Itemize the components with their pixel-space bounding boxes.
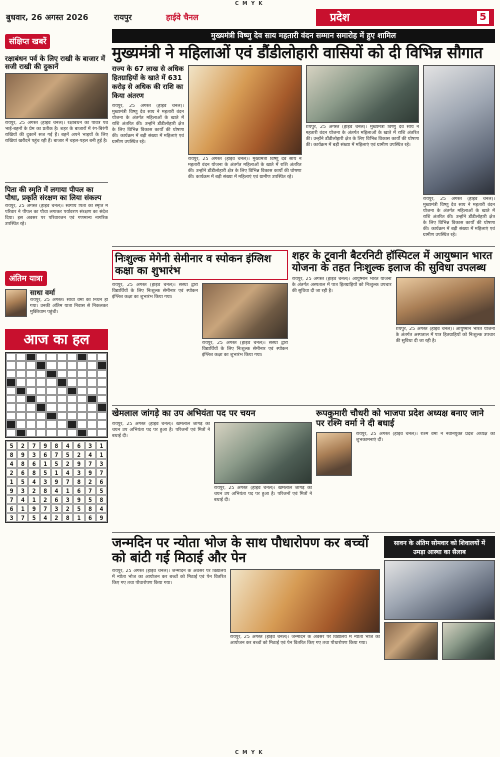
crossword-cell [26,378,36,386]
crossword-cell [97,395,107,403]
obituary-text: रायपुर, 25 अगस्त। साधा वर्मा का निधन हो गया। उनकी अंतिम यात्रा निवास से निकलकर मुक्तिधाम पहुंची। [30,298,108,315]
crossword-cell [67,378,77,386]
brief-2-title: पिता की स्मृति में लगाया पीपल का पौधा, प्रकृति संरक्षण का लिया संकल्प [5,186,102,202]
sudoku-cell: 4 [96,504,107,513]
crossword-cell [67,420,77,428]
story-6-body-cont: रायपुर, 25 अगस्त (हाईवे चैनल)। जन्मदिन के अवसर पर विद्यालय में न्योता भोज का आयोजन कर बच्चों को मिठाई एवं पेन वितरित किए गए तथा पौधारोपण किया गया। [230,635,380,646]
crossword-cell [97,378,107,386]
sudoku-cell: 6 [51,495,62,504]
crossword-cell [87,420,97,428]
story-3 [292,250,495,402]
sudoku-cell: 2 [17,441,28,450]
crossword-cell [77,412,87,420]
lead-photo-1 [188,65,302,155]
crossword-cell [97,353,107,361]
sudoku-cell: 3 [40,477,51,486]
story-6-headline: जन्मदिन पर न्योता भोज के साथ पौधारोपण कर बच्चों को बांटी गई मिठाई और पेन [112,536,369,566]
crossword-cell [87,361,97,369]
crossword-cell [26,420,36,428]
crossword-cell [46,370,56,378]
sudoku-cell: 8 [28,468,39,477]
crossword-cell [57,387,67,395]
left-column [5,29,108,523]
sudoku-cell: 5 [6,441,17,450]
story-3-body-cont: रायपुर, 25 अगस्त (हाईवे चैनल)। आयुष्मान भारत योजना के अंतर्गत अस्पताल में पात्र हितग्राहियों को निःशुल्क उपचार की सुविधा दी जा रही है। [395,327,495,344]
crossword-cell [87,429,97,437]
crossword-cell [26,353,36,361]
lead-headline: मुख्यमंत्री ने महिलाओं एवं डौंडीलोहारी वासियों को दी विभिन्न सौगात [112,44,483,62]
story-2 [112,250,288,402]
crossword-cell [87,353,97,361]
crossword-cell [57,361,67,369]
crossword-cell [67,370,77,378]
crossword-cell [77,353,87,361]
crossword-cell [26,370,36,378]
crossword-cell [16,387,26,395]
crossword-cell [87,378,97,386]
crossword-cell [46,403,56,411]
cmyk-mark-top: C M Y K [235,1,264,7]
sudoku-cell: 4 [17,495,28,504]
story-7 [384,536,495,694]
story-6-photo [230,569,380,633]
sudoku-cell: 9 [51,477,62,486]
crossword-cell [46,420,56,428]
story-5-photo [316,432,352,476]
crossword-cell [46,387,56,395]
story-2-headline: निःशुल्क मेगेनी सेमीनार व स्पोकन इंग्लिश कक्षा का शुभारंभ [115,253,272,277]
story-4-body-cont: रायपुर, 25 अगस्त (हाईवे चैनल)। खेमलाल जांगड़े का चयन उप अभियंता पद पर हुआ है। परिजनों एवं मित्रों ने बधाई दी। [214,486,312,503]
brief-2-text: रायपुर, 25 अगस्त (हाईवे चैनल)। स्वर्गीय पिता की स्मृति में परिवार ने पीपल का पौधा लगाकर पर्यावरण संरक्षण का संदेश दिया। इस अवसर पर परिवारजन एवं गणमान्य नागरिक उपस्थित रहे। [5,204,108,227]
story-3-body: रायपुर, 25 अगस्त (हाईवे चैनल)। आयुष्मान भारत योजना के अंतर्गत अस्पताल में पात्र हितग्राहियों को निःशुल्क उपचार की सुविधा दी जा रही है। [292,277,392,294]
crossword-cell [36,429,46,437]
sudoku-cell: 7 [85,486,96,495]
crossword-cell [26,429,36,437]
crossword-cell [67,412,77,420]
sudoku-solution-grid [5,440,108,523]
crossword-cell [16,370,26,378]
sudoku-cell: 8 [40,486,51,495]
cmyk-mark-bottom: C M Y K [235,750,264,756]
sudoku-cell: 4 [62,468,73,477]
story-2-body-cont: रायपुर, 25 अगस्त (हाईवे चैनल)। संस्था द्वारा विद्यार्थियों के लिए निःशुल्क सेमीनार एवं स्पोकन इंग्लिश कक्षा का शुभारंभ किया गया। [202,341,288,358]
sudoku-cell: 1 [73,513,84,522]
sudoku-cell: 4 [62,441,73,450]
crossword-solution-grid [5,352,108,438]
crossword-cell [16,412,26,420]
crossword-cell [6,378,16,386]
crossword-cell [26,361,36,369]
sudoku-cell: 9 [28,504,39,513]
sudoku-cell: 6 [73,441,84,450]
sudoku-cell: 2 [28,486,39,495]
crossword-cell [26,395,36,403]
crossword-cell [87,412,97,420]
sudoku-cell: 4 [6,459,17,468]
sudoku-cell: 6 [28,459,39,468]
sudoku-cell: 5 [73,504,84,513]
crossword-cell [77,395,87,403]
story-3-photo [396,277,496,325]
crossword-cell [16,353,26,361]
crossword-cell [26,403,36,411]
story-2-body: रायपुर, 25 अगस्त (हाईवे चैनल)। संस्था द्वारा विद्यार्थियों के लिए निःशुल्क सेमीनार एवं स्पोकन इंग्लिश कक्षा का शुभारंभ किया गया। [112,283,198,300]
sudoku-cell: 2 [85,477,96,486]
sudoku-cell: 1 [6,477,17,486]
sudoku-cell: 2 [62,504,73,513]
sudoku-cell: 1 [51,468,62,477]
crossword-cell [77,378,87,386]
crossword-cell [87,387,97,395]
crossword-cell [6,429,16,437]
section-banner [316,9,494,26]
sudoku-cell: 4 [28,477,39,486]
sudoku-cell: 4 [51,486,62,495]
crossword-cell [36,412,46,420]
crossword-cell [36,378,46,386]
obituary [5,289,108,326]
crossword-cell [6,403,16,411]
sudoku-cell: 7 [17,513,28,522]
obituary-name: साधा वर्मा [30,289,55,297]
crossword-cell [87,395,97,403]
sudoku-cell: 3 [17,486,28,495]
sudoku-cell: 8 [96,495,107,504]
story-5-body: रायपुर, 25 अगस्त (हाईवे चैनल)। रश्मि वर्मा ने नवनियुक्त प्रदेश अध्यक्ष को शुभकामनाएं दीं। [356,432,495,443]
lead-column-2 [188,65,302,243]
story-4-photo [214,422,312,484]
sudoku-cell: 9 [17,450,28,459]
lead-subhead: राज्य के 67 लाख से अधिक हितग्राहियों के खाते में 631 करोड़ से अधिक की राशि का किया अंतरण [112,65,184,100]
crossword-cell [57,370,67,378]
crossword-cell [36,403,46,411]
crossword-cell [57,395,67,403]
lead-photo-3 [423,65,495,195]
sudoku-cell: 5 [17,477,28,486]
crossword-cell [57,420,67,428]
lead-column-3 [306,65,420,243]
sudoku-cell: 8 [73,477,84,486]
crossword-cell [57,429,67,437]
story-7-photo-3 [442,622,496,660]
crossword-cell [6,412,16,420]
lead-body-1: रायपुर, 25 अगस्त (हाईवे चैनल)। मुख्यमंत्री विष्णु देव साय ने महतारी वंदन योजना के अंतर्गत महिलाओं के खाते में राशि अंतरित की। उन्होंने डौंडीलोहारी क्षेत्र के लिए विभिन्न विकास कार्यों की घोषणा की। कार्यक्रम में बड़ी संख्या में महिलाएं एवं ग्रामीण उपस्थित रहे। [112,104,184,145]
briefs-heading: संक्षिप्त खबरें [5,34,50,49]
sudoku-cell: 3 [51,504,62,513]
issue-city: रायपुर [114,13,132,22]
crossword-cell [36,370,46,378]
crossword-cell [46,378,56,386]
sudoku-cell: 2 [51,513,62,522]
divider [112,405,495,406]
crossword-cell [67,403,77,411]
sudoku-cell: 1 [96,450,107,459]
crossword-cell [6,353,16,361]
divider [112,246,495,247]
sudoku-cell: 8 [6,450,17,459]
crossword-cell [67,387,77,395]
obituary-photo [5,289,27,317]
crossword-cell [77,387,87,395]
sudoku-cell: 4 [40,513,51,522]
sudoku-cell: 2 [62,459,73,468]
crossword-cell [6,370,16,378]
crossword-cell [46,412,56,420]
sudoku-cell: 7 [85,459,96,468]
lead-column-4 [423,65,495,243]
sudoku-cell: 7 [51,450,62,459]
crossword-cell [36,387,46,395]
sudoku-cell: 4 [85,450,96,459]
main-area [112,29,495,694]
story-4 [112,409,312,529]
crossword-cell [77,370,87,378]
sudoku-cell: 6 [6,504,17,513]
crossword-cell [36,353,46,361]
sudoku-cell: 6 [85,513,96,522]
page-number: 5 [477,11,489,24]
sudoku-cell: 8 [17,459,28,468]
crossword-cell [6,361,16,369]
crossword-cell [26,387,36,395]
story-5 [316,409,495,529]
sudoku-cell: 9 [73,459,84,468]
sudoku-cell: 9 [96,513,107,522]
crossword-cell [77,403,87,411]
crossword-cell [57,412,67,420]
crossword-cell [77,361,87,369]
story-2-photo [202,283,288,339]
story-7-headline: सावन के अंतिम सोमवार को शिवालयों में उमड़ा आस्था का सैलाब [384,536,495,558]
sudoku-cell: 9 [6,486,17,495]
crossword-cell [97,387,107,395]
lead-photo-2 [306,65,420,123]
crossword-cell [46,395,56,403]
sudoku-cell: 6 [17,468,28,477]
crossword-cell [97,420,107,428]
masthead [6,9,494,26]
crossword-cell [16,420,26,428]
crossword-cell [57,403,67,411]
sudoku-cell: 7 [40,504,51,513]
crossword-cell [46,353,56,361]
story-7-photo [384,560,495,620]
sudoku-cell: 1 [17,504,28,513]
crossword-cell [67,353,77,361]
crossword-cell [57,378,67,386]
sudoku-cell: 5 [85,495,96,504]
crossword-cell [16,361,26,369]
crossword-cell [87,370,97,378]
story-4-body: रायपुर, 25 अगस्त (हाईवे चैनल)। खेमलाल जांगड़े का चयन उप अभियंता पद पर हुआ है। परिजनों एवं मित्रों ने बधाई दी। [112,422,210,439]
puzzle-solution-heading: आज का हल [5,329,108,350]
brief-1-photo [5,73,108,119]
crossword-cell [97,412,107,420]
crossword-cell [67,395,77,403]
sudoku-cell: 9 [40,441,51,450]
crossword-cell [36,420,46,428]
section-title: प्रदेश [330,11,350,24]
divider [112,532,495,533]
crossword-cell [77,429,87,437]
lead-body-4: रायपुर, 25 अगस्त (हाईवे चैनल)। मुख्यमंत्री विष्णु देव साय ने महतारी वंदन योजना के अंतर्गत महिलाओं के खाते में राशि अंतरित की। उन्होंने डौंडीलोहारी क्षेत्र के लिए विभिन्न विकास कार्यों की घोषणा की। कार्यक्रम में बड़ी संख्या में महिलाएं एवं ग्रामीण उपस्थित रहे। [423,197,495,238]
lead-body-3: रायपुर, 25 अगस्त (हाईवे चैनल)। मुख्यमंत्री विष्णु देव साय ने महतारी वंदन योजना के अंतर्गत महिलाओं के खाते में राशि अंतरित की। उन्होंने डौंडीलोहारी क्षेत्र के लिए विभिन्न विकास कार्यों की घोषणा की। कार्यक्रम में बड़ी संख्या में महिलाएं एवं ग्रामीण उपस्थित रहे। [305,125,419,148]
crossword-cell [46,361,56,369]
sudoku-cell: 2 [73,450,84,459]
sudoku-cell: 5 [62,450,73,459]
brief-1-text: रायपुर, 25 अगस्त (हाईवे चैनल)। रक्षाबंधन का पवित्र पर्व भाई-बहनों के प्रेम का प्रतीक है। शहर के बाजारों में रंग-बिरंगी राखियों की दुकानें सज गई हैं। बहनें अपने भाइयों के लिए राखियां खरीदने पहुंच रही हैं। बाजार में चहल-पहल बनी हुई है। [5,121,108,144]
crossword-cell [46,429,56,437]
sudoku-cell: 7 [62,477,73,486]
sudoku-cell: 8 [85,504,96,513]
sudoku-cell: 8 [62,513,73,522]
lead-kicker: मुख्यमंत्री विष्णु देव साय महतारी वंदन सम्मान समारोह में हुए शामिल [112,29,495,43]
crossword-cell [67,361,77,369]
issue-date: बुधवार, 26 अगस्त 2026 [6,13,89,22]
sudoku-cell: 9 [85,468,96,477]
crossword-cell [97,370,107,378]
crossword-cell [67,429,77,437]
sudoku-cell: 9 [73,495,84,504]
sudoku-cell: 3 [6,513,17,522]
brief-1-title: रक्षाबंधन पर्व के लिए राखी के बाजार में सजी राखी की दुकानें [5,55,106,71]
sudoku-cell: 1 [62,486,73,495]
crossword-cell [6,387,16,395]
sudoku-cell: 8 [51,441,62,450]
sudoku-cell: 5 [96,486,107,495]
crossword-cell [97,361,107,369]
sudoku-cell: 1 [28,495,39,504]
sudoku-cell: 3 [62,495,73,504]
story-6-body: रायपुर, 25 अगस्त (हाईवे चैनल)। जन्मदिन के अवसर पर विद्यालय में न्योता भोज का आयोजन कर बच्चों को मिठाई एवं पेन वितरित किए गए तथा पौधारोपण किया गया। [112,569,226,586]
obituary-heading: अंतिम यात्रा [5,271,47,286]
crossword-cell [6,395,16,403]
sudoku-cell: 2 [40,495,51,504]
newspaper-brand: हाईवे चैनल [166,13,199,22]
divider [5,182,108,183]
sudoku-cell: 7 [96,468,107,477]
crossword-cell [36,361,46,369]
lead-body-2: रायपुर, 25 अगस्त (हाईवे चैनल)। मुख्यमंत्री विष्णु देव साय ने महतारी वंदन योजना के अंतर्गत महिलाओं के खाते में राशि अंतरित की। उन्होंने डौंडीलोहारी क्षेत्र के लिए विभिन्न विकास कार्यों की घोषणा की। कार्यक्रम में बड़ी संख्या में महिलाएं एवं ग्रामीण उपस्थित रहे। [188,157,302,180]
sudoku-cell: 7 [28,441,39,450]
sudoku-cell: 3 [96,459,107,468]
story-3-headline: शहर के टूवानी बैटरनिटी हॉस्पिटल में आयुष्मान भारत योजना के तहत निःशुल्क इलाज की सुविधा उपलब्ध [292,250,493,274]
sudoku-cell: 3 [73,468,84,477]
sudoku-cell: 1 [40,459,51,468]
sudoku-cell: 2 [6,468,17,477]
sudoku-cell: 1 [96,441,107,450]
story-4-headline: खेमलाल जांगड़े का उप अभियंता पद पर चयन [112,409,256,419]
story-6 [112,536,380,694]
crossword-cell [36,395,46,403]
crossword-cell [16,429,26,437]
sudoku-cell: 5 [40,468,51,477]
lead-column-1 [112,65,184,243]
sudoku-cell: 3 [28,450,39,459]
crossword-cell [77,420,87,428]
crossword-cell [97,403,107,411]
sudoku-cell: 5 [51,459,62,468]
crossword-cell [16,403,26,411]
crossword-cell [6,420,16,428]
crossword-cell [26,412,36,420]
crossword-cell [16,395,26,403]
story-7-photo-2 [384,622,438,660]
sudoku-cell: 6 [73,486,84,495]
crossword-cell [87,403,97,411]
crossword-cell [97,429,107,437]
sudoku-cell: 5 [28,513,39,522]
sudoku-cell: 6 [40,450,51,459]
sudoku-cell: 6 [96,477,107,486]
crossword-cell [16,378,26,386]
sudoku-cell: 3 [85,441,96,450]
story-5-headline: रूपकुमारी चौधरी को भाजपा प्रदेश अध्यक्ष बनाए जाने पर रश्मि वर्मा ने दी बधाई [316,409,484,429]
sudoku-cell: 7 [6,495,17,504]
crossword-cell [57,353,67,361]
